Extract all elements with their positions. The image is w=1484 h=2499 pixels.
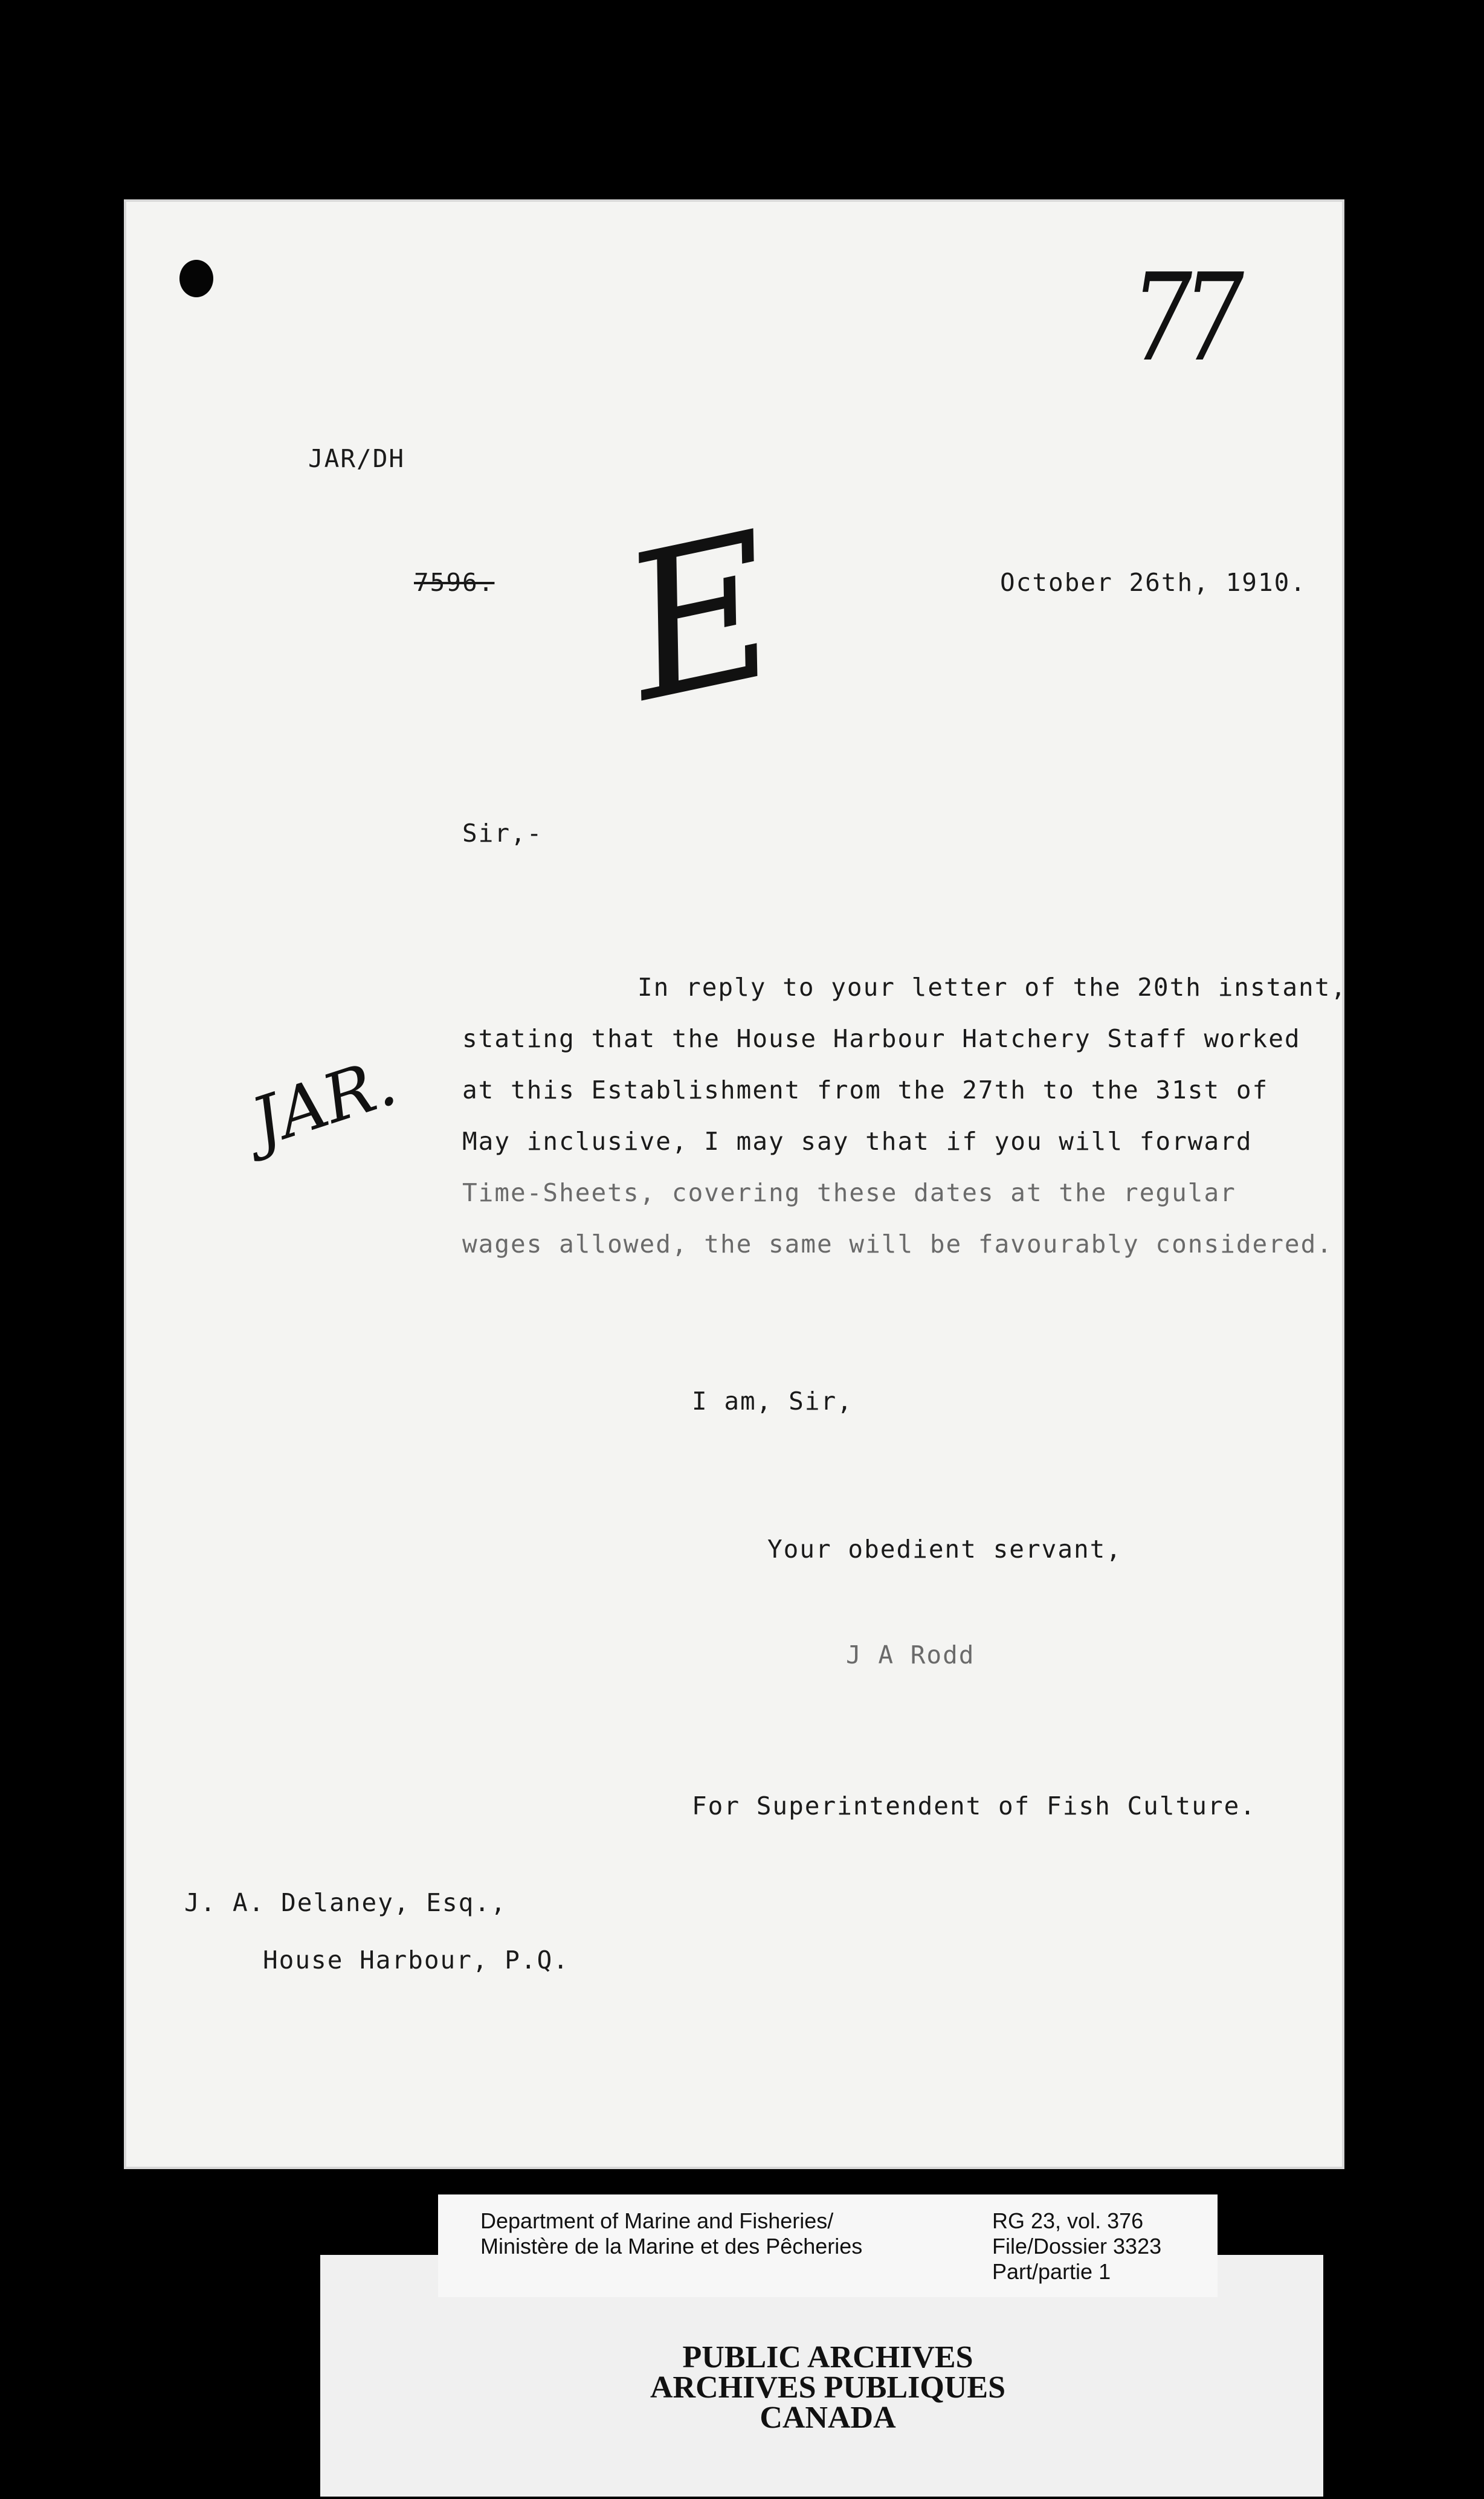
recipient-address: House Harbour, P.Q. xyxy=(263,1946,569,1975)
salutation: Sir,- xyxy=(462,819,543,848)
department-english: Department of Marine and Fisheries/ xyxy=(480,2208,834,2233)
body-line-5: Time-Sheets, covering these dates at the regular xyxy=(462,1178,1236,1207)
archive-stamp-line-1: PUBLIC ARCHIVES xyxy=(682,2340,973,2375)
archive-stamp-line-3: CANADA xyxy=(760,2401,896,2435)
body-line-2: stating that the House Harbour Hatchery Staff worked xyxy=(462,1024,1301,1053)
recipient-name: J. A. Delaney, Esq., xyxy=(184,1888,507,1917)
reference-file: File/Dossier 3323 xyxy=(992,2234,1162,2259)
page-number: 77 xyxy=(1131,248,1235,389)
typist-initials: JAR/DH xyxy=(308,444,405,473)
letter-date: October 26th, 1910. xyxy=(1000,568,1306,597)
closing-phrase: I am, Sir, xyxy=(692,1387,853,1416)
punch-hole xyxy=(179,260,213,297)
handwritten-file-mark: E xyxy=(605,489,797,746)
body-line-6: wages allowed, the same will be favourably considered. xyxy=(462,1230,1333,1259)
struck-reference-number: 7596. xyxy=(414,568,495,597)
signature: J A Rodd xyxy=(846,1640,975,1669)
body-line-3: at this Establishment from the 27th to the 31st of xyxy=(462,1075,1269,1104)
department-french: Ministère de la Marine et des Pêcheries xyxy=(480,2234,863,2259)
reference-part: Part/partie 1 xyxy=(992,2259,1111,2284)
body-line-4: May inclusive, I may say that if you will forward xyxy=(462,1127,1253,1156)
closing-servant: Your obedient servant, xyxy=(767,1535,1123,1564)
archive-stamp-line-2: ARCHIVES PUBLIQUES xyxy=(650,2370,1006,2405)
signature-title: For Superintendent of Fish Culture. xyxy=(692,1791,1256,1820)
reference-record-group: RG 23, vol. 376 xyxy=(992,2208,1144,2233)
body-line-1: In reply to your letter of the 20th instant, xyxy=(637,973,1347,1002)
margin-initials: JAR. xyxy=(242,1042,405,1162)
